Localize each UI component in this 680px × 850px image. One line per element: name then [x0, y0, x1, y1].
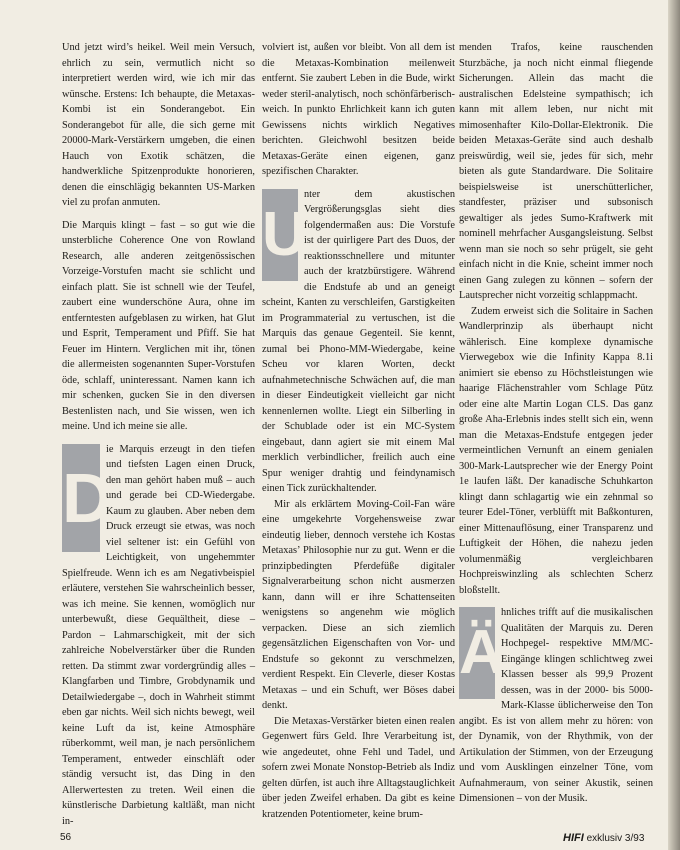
- paragraph: Mir als erklärtem Moving-Coil-Fan wäre eine umgekehrte Vorgehensweise zwar eindeutig lieber, dennoch verstehe ich Kostas Metaxas’ Philosophie nur zu gut. Wenn er die prinzipbedingten Pferdefüße digitaler Signalverarbeitung schon nicht ausmerzen kann, dann will er ihre Schattenseiten wenigstens so angenehm wie möglich verpacken. Diese an sich ziemlich gegensätzlichen Eigenschaften von Vor- und Endstufe so gekonnt zu verschmelzen, verdient Respekt. Ein Cleverle, dieser Kostas Metaxas – und ein Schuft, wer Böses dabei denkt.: [262, 498, 455, 711]
- text-column-3: [459, 40, 653, 807]
- paragraph: Zudem erweist sich die Solitaire in Sachen Wandlerprinzip als überhaupt nicht wählerisch. Eine komplexe dynamische Vierwegebox wie die Infinity Kappa 8.1i animiert sie ebenso zu Höchstleistungen wie haarige Flächenstrahler vom Schlage Pütz oder eine alte Martin Logan CLS. Das ganz große Aha-Erlebnis indes stellt sich ein, wenn man die Metaxas-Endstufe entgegen jeder vermeintlichen Vernunft an einem genialen 300-Mark-Lautsprecher wie der Energy Point 1e laufen läßt. Der kanadische Schuhkarton klingt dann schlagartig wie ein zehnmal so teurer Edel-Töner, verblüfft mit Baßkonturen, einer Mittenauflösung, einer Transparenz und Luftigkeit der Höhen, die nahezu jeden volumenmäßig vergleichbaren Hochpreiswinzling als schlechten Scherz bloßstellt.: [459, 305, 653, 596]
- paragraph: menden Trafos, keine rauschenden Sturzbäche, ja noch nicht einmal fliegende Sicherungen. Allein das macht die australischen Edelsteine sympathisch; ich kann mit allem leben, nur nicht mit mimosenhafter Kilo-Dollar-Elektronik. Die beiden Metaxas-Geräte sind auch deshalb preiswürdig, weil sie, jedes für sich, mehr bieten als gute Standardware. Die Solitaire beispielsweise ist unerschütterlicher, standfester, präziser und subsonisch gewaltiger als jedes Sumo-Kraftwerk mit nominell mehrfacher Ausgangsleistung. Selbst wenn man sie noch so sehr prügelt, sie geht einfach nicht in die Knie, scheint immer noch einen Gang zulegen zu können – sofern der Lautsprecher nicht vorzeitig schlappmacht.: [459, 42, 653, 301]
- magazine-footer: [563, 832, 644, 844]
- paragraph-with-drop-cap: [459, 605, 653, 807]
- drop-cap: D: [62, 444, 100, 552]
- paragraph-with-drop-cap: [62, 442, 255, 830]
- drop-cap: Ä: [459, 607, 495, 699]
- paragraph-text: hnliches trifft auf die musikalischen Qualitäten der Marquis zu. Deren Hochpegel- respektive MM/MC-Eingänge klingen schlichtweg zwei Klassen besser als 99,9 Prozent dessen, was in der 2000- bis 5000-Mark-Klasse üblicherweise den Ton angibt. Es ist von allem mehr zu hören: von der Dynamik, von der Rhythmik, von der Artikulation der Stimmen, von der Erzeugung und vom Ausklingen einzelner Töne, vom Aufnahmeraum, von seiner Akustik, seinen Dimensionen – von der Musik.: [459, 607, 653, 804]
- paragraph-text: nter dem akustischen Vergrößerungsglas sieht dies folgendermaßen aus: Die Vorstufe ist der quirligere Part des Duos, der reaktionsschnellere und mitunter auch der kratzbürstigere. Während die Endstufe ab und an geneigt scheint, Kanten zu verschleifen, Garstigkeiten im Programmaterial zu vertuschen, ist die Marquis das genaue Gegenteil. Sie kennt, zumal bei Phono-MM-Wiedergabe, keine Scheu vor klaren Worten, deckt aufnahmetechnische Schwächen auf, die man in dieser Eindeutigkeit vielleicht gar nicht kennenlernen wollte. Liegt ein Silberling in der Schublade oder ist ein MC-System eingebaut, dann agiert sie mit einem Mal merklich verbindlicher, freilich auch eine Spur weniger drahtig und feindynamisch einen Tick zurückhaltender.: [262, 188, 455, 494]
- paragraph: Und jetzt wird’s heikel. Weil mein Versuch, ehrlich zu sein, vermutlich nicht so interpretiert werden wird, wie ich mir das wünsche. Erstens: Ich behaupte, die Metaxas-Kombi ist ein Sonderangebot. Ein Sonderangebot für alle, die sich gerne mit 20000-Mark-Verstärkern umgeben, die einen Hauch von Exotik schätzen, die handwerkliche Spitzenprodukte honorieren, denen die einschlägig bekannten US-Marken viel zu profan anmuten.: [62, 42, 255, 208]
- paragraph: volviert ist, außen vor bleibt. Von all dem ist die Metaxas-Kombination meilenweit entfernt. Sie zaubert Leben in die Bude, wirkt weder steril-analytisch, noch schönfärberisch-weich. In punkto Ehrlichkeit kann ich guten Gewissens nichts wirklich Negatives berichten. Gleichwohl besitzen beide Metaxas-Geräte einen eigenen, ganz spezifischen Charakter.: [262, 42, 455, 177]
- magazine-logo: HIFI: [563, 832, 584, 844]
- page-binding-edge: [668, 0, 680, 850]
- drop-cap: U: [262, 189, 298, 281]
- issue-number: 3/93: [624, 833, 645, 844]
- magazine-suffix: exklusiv: [586, 833, 623, 844]
- paragraph: Die Marquis klingt – fast – so gut wie die unsterbliche Coherence One von Rowland Research, alle anderen zeitgenössischen Vorzeige-Vorstufen macht sie schlicht und einfach platt. Sie ist schnell wie der Teufel, zaubert eine wunderschöne Aura, ohne im entferntesten aufgeblasen zu wirken, hat Glut und Esprit, Temperament und Pfiff. Sie hat Feuer im Hintern. Verglichen mit ihr, tönen die allermeisten sogenannten Super-Vorstufen öde, schlaff, uninteressant. Namen kann ich mir schenken, gucken Sie in den diversen Bestenlisten nach, und Sie wissen, wen ich meine. Und ich meine sie alle.: [62, 219, 255, 432]
- paragraph-text: ie Marquis erzeugt in den tiefen und tiefsten Lagen einen Druck, den man gehört haben muß – auch und gerade bei CD-Wiedergabe. Kaum zu glauben. Aber neben dem Druck erzeugt sie etwas, was noch viel seltener ist: ein Gefühl von Leichtigkeit, von ungehemmter Spielfreude. Wenn ich es am Negativbeispiel erläutere, verstehen Sie wahrscheinlich besser, was ich meine. Sie kennen, womöglich nur unterbewußt, diese Gequältheit, diese – Pardon – Lahmarschigkeit, mit der sich zahlreiche Nobelverstärker über die Runden retten. Da stimmt zwar vordergründig alles – Klangfarben und Timbre, Grobdynamik und Detailwiedergabe –, doch in Wahrheit stimmt eben gar nichts. Weil sich nichts bewegt, weil keine Luft da ist, keine Atmosphäre rüberkommt, weil man, je nach persönlichem Temperament, entweder einschläft oder ständig versucht ist, das Ding in den Allerwertesten zu treten. Weil einen die künstlerische Darbietung kaltläßt, man nicht in-: [62, 443, 255, 827]
- paragraph-with-drop-cap: [262, 187, 455, 497]
- paragraph: Die Metaxas-Verstärker bieten einen realen Gegenwert fürs Geld. Ihre Verarbeitung ist, wie angedeutet, ohne Fehl und Tadel, und sofern zwei Monate Nonstop-Betrieb als Indiz gelten dürfen, ist auch ihre Alltagstauglichkeit über jeden Zweifel erhaben. Da gibt es keine kratzenden Potentiometer, keine brum-: [262, 715, 455, 820]
- text-column-2: [262, 40, 455, 822]
- page-number: 56: [60, 832, 72, 843]
- text-column-1: [62, 40, 255, 829]
